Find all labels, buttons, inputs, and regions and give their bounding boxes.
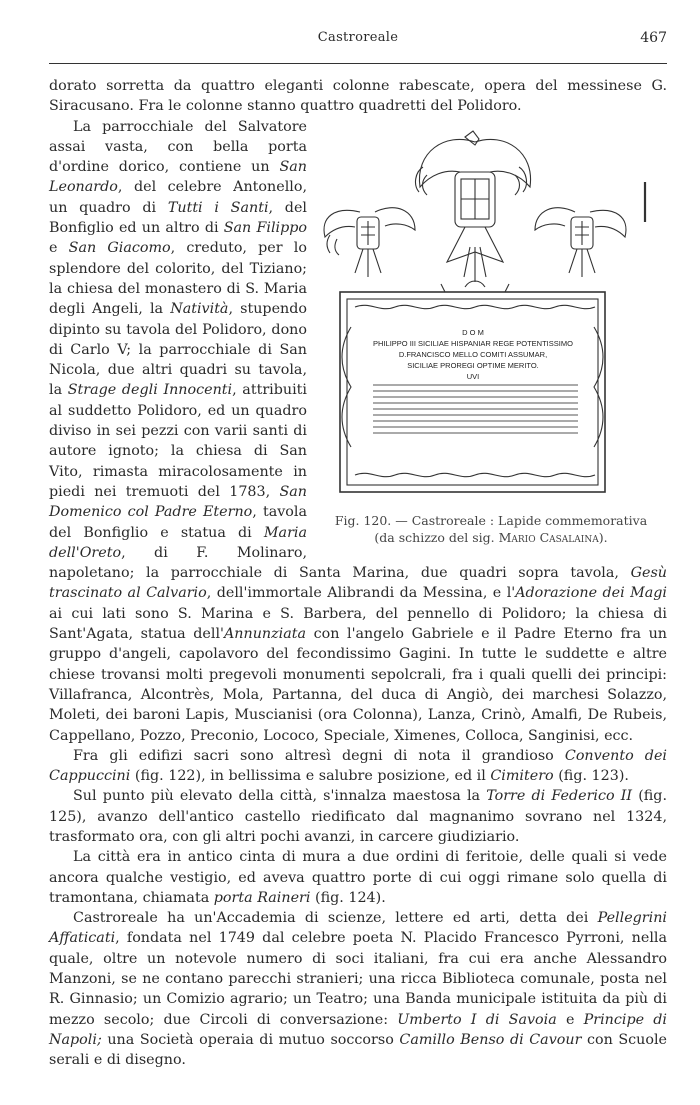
left-eagle-icon — [324, 207, 415, 276]
caption-line-1: Fig. 120. — Castroreale : Lapide commemorativa — [334, 512, 648, 528]
caption-author: Mario Casalaina — [498, 529, 599, 545]
plaque-line-3: D.FRANCISCO MELLO COMITI ASSUMAR, — [398, 349, 548, 359]
paragraph-5: La città era in antico cinta di mura a due ordini di feritoie, delle quali si vede ancora qualche vestigio, ed aveva quattro porte di cui oggi rimane solo quella di tramontana, chiamata porta Raineri (fig. 124). — [49, 849, 667, 906]
plaque-line-1: D O M — [462, 327, 484, 337]
figure-120 — [315, 117, 667, 545]
page-number: 467 — [640, 30, 667, 46]
eagle-icon — [416, 131, 531, 282]
caption-line-2: (da schizzo del sig. Mario Casalaina). — [374, 529, 608, 545]
paragraph-3: Fra gli edifizi sacri sono altresì degni di nota il grandioso Convento dei Cappuccini (fig. 122), in bellissima e salubre posizione, ed il Cimitero (fig. 123). — [49, 747, 667, 785]
body-text — [49, 76, 667, 1071]
plaque-line-4: SICILIAE PROREGI OPTIME MERITO. — [407, 360, 539, 370]
plaque-frame — [340, 281, 605, 492]
plaque-drawing — [315, 117, 667, 512]
page-header — [49, 30, 667, 52]
right-eagle-icon — [535, 182, 645, 277]
plaque-line-2: PHILIPPO III SICILIAE HISPANIAR REGE POTENTISSIMO — [373, 338, 573, 348]
running-title: Castroreale — [317, 30, 399, 45]
paragraph-2: La parrocchiale del Salvatore assai vasta, con bella porta d'ordine dorico, contiene un San Leonardo, del celebre Antonello, un quadro di Tutti i Santi, del Bonfiglio ed un altro di San Filippo e San Giacomo, creduto, per lo splendore del colorito, del Tiziano; la chiesa del monastero di S. Maria degli Angeli, la Natività, stupendo dipinto su tavola del Polidoro, dono di Carlo V; la parrocchiale di San Nicola, due altri quadri su tavola, la Strage degli Innocenti, attribuiti al suddetto Polidoro, ed un quadro diviso in sei pezzi con varii santi di autore ignoto; la chiesa di San Vito, rimasta miracolosamente in piedi nei tremuoti del 1783, San Domenico col Padre Eterno, tavola del Bonfiglio e statua di Maria dell'Oreto, di F. Molinaro, napoletano; la parrocchiale di Santa Marina, due quadri sopra tavola, Gesù trascinato al Calvario, dell'immortale Alibrandi da Messina, e l'Adorazione dei Magi ai cui lati sono S. Marina e S. Barbera, del pennello di Polidoro; la chiesa di Sant'Agata, statua dell'Annunziata con l'angelo Gabriele e il Padre Eterno fra un gruppo d'angeli, capolavoro del fecondissimo Gagini. In tutte le suddette e altre chiese trovansi molti pregevoli monumenti sepolcrali, fra i quali quelli dei principi: Villafranca, Alcontrès, Mola, Partanna, del duca di Angiò, dei marchesi Solazzo, Moleti, dei baroni Lapis, Muscianisi (ora Colonna), Lanza, Crinò, Amalfi, De Rubeis, Cappellano, Pozzo, Preconio, Lococo, Speciale, Ximenes, Colloca, Sanginisi, ecc. — [49, 118, 667, 744]
paragraph-6: Castroreale ha un'Accademia di scienze, lettere ed arti, detta dei Pellegrini Affaticati, fondata nel 1749 dal celebre poeta N. Placido Francesco Pyrroni, nella quale, oltre un notevole numero di soci italiani, fra cui era anche Alessandro Manzoni, se ne contano parecchi stranieri; una ricca Biblioteca comunale, posta nel R. Ginnasio; un Comizio agrario; un Teatro; una Banda municipale istituita da più di mezzo secolo; due Circoli di conversazione: Umberto I di Savoia e Principe di Napoli; una Società operaia di mutuo soccorso Camillo Benso di Cavour con Scuole serali e di disegno. — [49, 910, 668, 1069]
figure-caption — [315, 512, 667, 546]
plaque-line-5: UVI — [466, 371, 480, 381]
paragraph-4: Sul punto più elevato della città, s'innalza maestosa la Torre di Federico II (fig. 125), avanzo dell'antico castello riedificato dal magnanimo sovrano nel 1324, trasformato ora, con gli altri pochi avanzi, in carcere giudiziario. — [49, 788, 668, 845]
header-rule — [49, 63, 667, 64]
paragraph-1: dorato sorretta da quattro eleganti colonne rabescate, opera del messinese G. Siracusano. Fra le colonne stanno quattro quadretti del Polidoro. — [49, 78, 667, 115]
